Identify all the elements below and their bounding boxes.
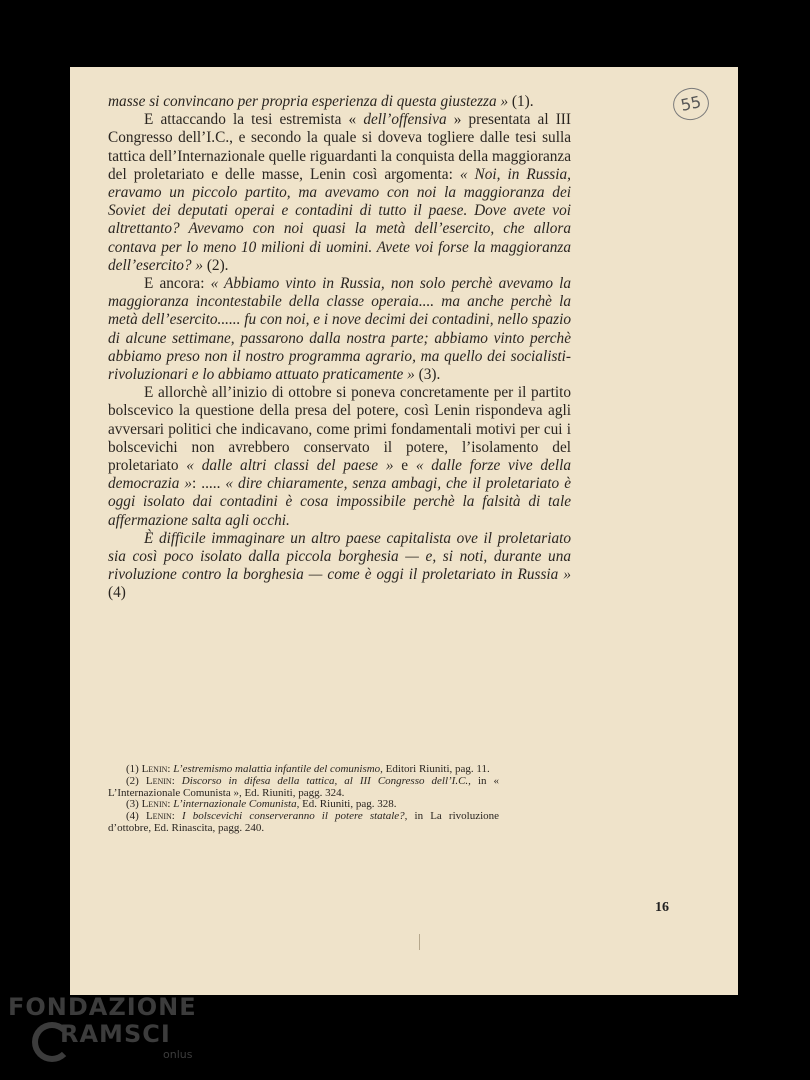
paragraph-4 [108, 384, 571, 530]
text-span: : ..... [192, 475, 226, 493]
footnote-rest: in « L’Internazionale Comunista », Ed. Riuniti, pagg. 324. [108, 774, 500, 799]
text-span: (2). [203, 256, 229, 274]
footnote-number: (4) [126, 810, 139, 823]
text-span: « Abbiamo vinto in Russia, non solo perchè avevamo la maggioranza incontestabile della classe operaia.... ma anche perchè la metà dell’esercito...... fu con noi, e i nove decimi dei contadini, nello spazio di alcune settimane, passarono dalla nostra parte; abbiamo vinto perchè abbiamo preso non il nostro programma agrario, ma quello dei socialisti-rivoluzionari e lo abbiamo attuato praticamente » [108, 275, 571, 384]
text-span: « Noi, in Russia, eravamo un piccolo partito, ma avevamo con noi la maggioranza dei Soviet dei deputati operai e contadini di tutto il paese. Dove avete voi altrettanto? Avevamo con noi quasi la metà dell’esercito, che allora contava per lo meno 10 milioni di uomini. Avete voi forse la maggioranza dell’esercito? » [108, 165, 571, 274]
footnote-2: (2) Lenin: Discorso in difesa della tattica, al III Congresso dell’I.C., in « L’Internazionale Comunista », Ed. Riuniti, pagg. 324. [108, 774, 500, 799]
footnote-4: (4) Lenin: I bolscevichi conserveranno il potere statale?, in La rivoluzione d’ottobre, Ed. Rinascita, pagg. 240. [108, 810, 500, 834]
footnote-rest: Editori Riuniti, pag. 11. [382, 763, 490, 775]
footnote-3: (3) Lenin: L’internazionale Comunista, Ed. Riuniti, pag. 328. [126, 798, 397, 811]
text-span: dell’offensiva [363, 111, 447, 129]
fondazione-gramsci-logo [0, 990, 210, 1080]
paragraph-5 [108, 530, 571, 603]
text-span: È difficile immaginare un altro paese capitalista ove il proletariato sia così poco isolato dalla piccola borghesia — e, si noti, durante una rivoluzione contro la borghesia — come è oggi il proletariato in Russia » [108, 529, 571, 584]
footnote-rest: Ed. Riuniti, pag. 328. [299, 798, 397, 811]
text-span: « dire chiaramente, senza ambagi, che il proletariato è oggi isolato dai contadini è cosa impossibile perchè la falsità di tale affermazione salta agli occhi. [108, 475, 571, 529]
footnote-number: (2) [126, 774, 139, 787]
footnote-number: (1) [126, 763, 139, 775]
footnote-author: Lenin [145, 810, 172, 823]
footnote-author: Lenin [141, 798, 168, 811]
page-number: 16 [655, 900, 669, 915]
logo-line-3: onlus [163, 1048, 193, 1061]
logo-line-2: RAMSCI [60, 1020, 171, 1048]
footnote-author: Lenin [141, 763, 168, 775]
body-text [108, 93, 571, 603]
footnote-title: L’internazionale Comunista, [173, 798, 300, 811]
paragraph-1 [108, 93, 571, 111]
text-span: E allorchè all’inizio di ottobre si poneva concretamente per il partito bolscevico la questione della presa del potere, così Lenin rispondeva agli avversari politici che indicavano, come primi fondamentali motivi per cui i bolscevichi non avrebbero conservato il potere, l’isolamento del proletariato [108, 384, 571, 475]
logo-line-1: FONDAZIONE [8, 993, 197, 1021]
footnote-author: Lenin [145, 774, 172, 787]
text-span: masse si convincano per propria esperienza di questa giustezza » [108, 93, 509, 110]
paper-mark [419, 934, 420, 950]
text-span: e [393, 457, 416, 475]
text-span: E attaccando la tesi estremista « [144, 111, 364, 129]
text-span: (1). [508, 93, 534, 110]
paragraph-3 [108, 275, 571, 384]
text-span: (3). [414, 366, 441, 384]
text-span: E ancora: [144, 275, 211, 293]
footnotes [108, 764, 499, 835]
footnote-title: L’estremismo malattia infantile del comunismo, [173, 763, 383, 775]
text-span: (4) [108, 584, 126, 602]
paragraph-2 [108, 111, 571, 275]
text-span: « dalle forze vive della democrazia » [108, 457, 571, 493]
footnote-1: (1) Lenin: L’estremismo malattia infantile del comunismo, Editori Riuniti, pag. 11. [126, 763, 490, 775]
text-span: » presentata al III Congresso dell’I.C., e secondo la quale si doveva togliere dalle tesi sulla tattica dell’Internazionale quelle riguardanti la conquista della maggioranza del proletariato e delle masse, Lenin così argomenta: [108, 111, 571, 183]
text-span: « dalle altri classi del paese » [186, 457, 394, 475]
footnote-title: I bolscevichi conserveranno il potere statale?, [181, 810, 408, 823]
footnote-number: (3) [126, 798, 139, 811]
footnote-title: Discorso in difesa della tattica, al III Congresso dell’I.C., [181, 774, 471, 787]
footnote-rest: in La rivoluzione d’ottobre, Ed. Rinascita, pagg. 240. [108, 810, 500, 834]
page-stamp: 55 [670, 85, 712, 124]
